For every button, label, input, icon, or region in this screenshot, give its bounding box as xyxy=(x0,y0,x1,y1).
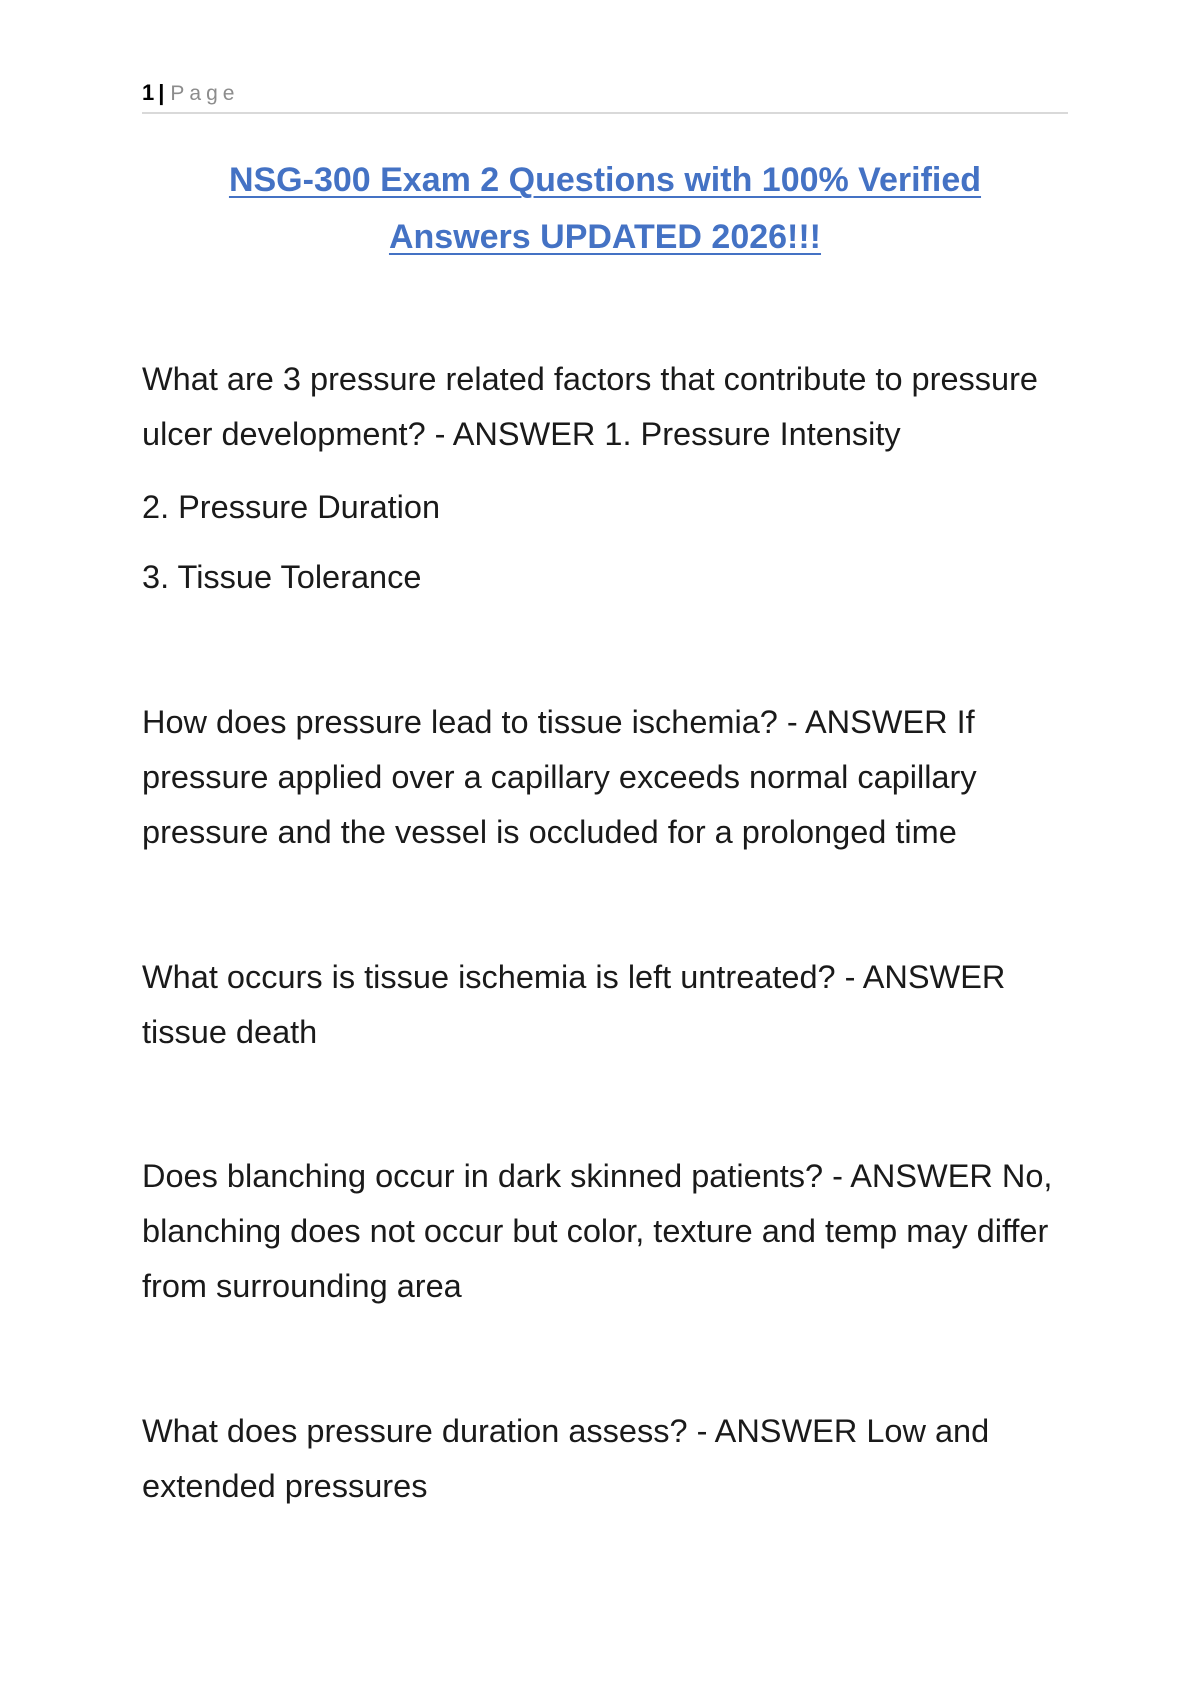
page-number-separator: | xyxy=(158,80,165,105)
qa-item-1: What are 3 pressure related factors that contribute to pressure ulcer development? - ANSWER 1. Pressure Intensity xyxy=(142,361,1039,452)
document-title-line-2: Answers UPDATED 2026!!! xyxy=(388,218,822,256)
qa-item-2: How does pressure lead to tissue ischemia? - ANSWER If pressure applied over a capillary exceeds normal capillary pressure and the vessel is occluded for a prolonged time xyxy=(142,704,977,850)
document-title xyxy=(142,152,1068,266)
qa-item-1-continuation-2: 3. Tissue Tolerance xyxy=(142,559,422,595)
page-header xyxy=(142,80,1068,114)
document-title-line-1: NSG-300 Exam 2 Questions with 100% Verified xyxy=(228,161,982,199)
page-label: Page xyxy=(170,82,240,105)
qa-item-3: What occurs is tissue ischemia is left untreated? - ANSWER tissue death xyxy=(142,959,1006,1050)
qa-item-1-continuation-1: 2. Pressure Duration xyxy=(142,489,441,525)
qa-item-4: Does blanching occur in dark skinned patients? - ANSWER No, blanching does not occur but color, texture and temp may differ from surrounding area xyxy=(142,1158,1053,1304)
page-number: 1 xyxy=(142,80,155,105)
qa-item-5: What does pressure duration assess? - ANSWER Low and extended pressures xyxy=(142,1413,990,1504)
